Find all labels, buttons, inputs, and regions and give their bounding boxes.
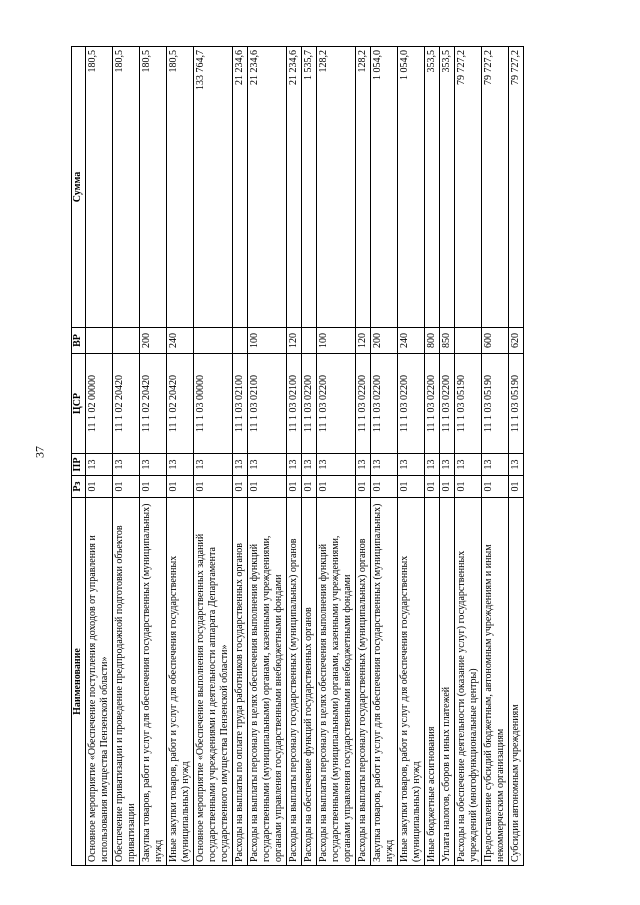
cell-sum: 79 727,2 [482, 47, 509, 328]
cell-vr [455, 328, 482, 354]
cell-pr: 13 [425, 454, 440, 476]
cell-csr: 11 1 02 20420 [167, 354, 194, 454]
table-header-row [72, 47, 86, 866]
cell-rz: 01 [194, 476, 233, 498]
cell-csr: 11 1 03 02200 [398, 354, 425, 454]
cell-rz: 01 [233, 476, 248, 498]
cell-vr: 120 [287, 328, 302, 354]
cell-sum: 180,5 [140, 47, 167, 328]
cell-sum: 180,5 [113, 47, 140, 328]
cell-vr: 120 [356, 328, 371, 354]
cell-vr: 100 [248, 328, 287, 354]
cell-csr: 11 1 02 20420 [113, 354, 140, 454]
cell-vr [302, 328, 317, 354]
table-row [425, 47, 440, 866]
cell-pr: 13 [194, 454, 233, 476]
cell-sum: 133 764,7 [194, 47, 233, 328]
cell-name: Расходы на обеспечение функций государственных органов [302, 498, 317, 866]
cell-pr: 13 [371, 454, 398, 476]
cell-rz: 01 [167, 476, 194, 498]
table-row [356, 47, 371, 866]
cell-name: Субсидии автономным учреждениям [509, 498, 524, 866]
cell-sum: 21 234,6 [287, 47, 302, 328]
cell-rz: 01 [425, 476, 440, 498]
header-vr: ВР [72, 328, 86, 354]
cell-vr: 800 [425, 328, 440, 354]
cell-name: Закупка товаров, работ и услуг для обеспечения государственных (муниципальных) нужд [371, 498, 398, 866]
cell-name: Расходы на выплаты по оплате труда работников государственных органов [233, 498, 248, 866]
cell-pr: 13 [140, 454, 167, 476]
cell-name: Основное мероприятие «Обеспечение выполнения государственных заданий государственными учреждениями и деятельности аппарата Департамента государственного имущества Пензенской области» [194, 498, 233, 866]
cell-name: Расходы на выплаты персоналу в целях обеспечения выполнения функций государственными (муниципальными) органами, казенными учреждениями, органами управления государственными внебюджетными фондами [317, 498, 356, 866]
cell-pr: 13 [482, 454, 509, 476]
cell-vr [113, 328, 140, 354]
table-row [167, 47, 194, 866]
cell-rz: 01 [317, 476, 356, 498]
cell-csr: 11 1 03 02200 [302, 354, 317, 454]
cell-vr: 240 [398, 328, 425, 354]
cell-sum: 353,5 [440, 47, 455, 328]
cell-sum: 180,5 [167, 47, 194, 328]
table-row [398, 47, 425, 866]
header-pr: ПР [72, 454, 86, 476]
cell-vr [194, 328, 233, 354]
table-row [113, 47, 140, 866]
cell-sum: 1 054,0 [371, 47, 398, 328]
cell-rz: 01 [248, 476, 287, 498]
table-row [371, 47, 398, 866]
cell-sum: 353,5 [425, 47, 440, 328]
cell-name: Обеспечение приватизации и проведение предпродажной подготовки объектов приватизации [113, 498, 140, 866]
table-row [440, 47, 455, 866]
cell-name: Иные закупки товаров, работ и услуг для обеспечения государственных (муниципальных) нужд [398, 498, 425, 866]
cell-csr: 11 1 03 02200 [356, 354, 371, 454]
cell-pr: 13 [440, 454, 455, 476]
cell-rz: 01 [509, 476, 524, 498]
cell-pr: 13 [248, 454, 287, 476]
cell-rz: 01 [113, 476, 140, 498]
cell-pr: 13 [167, 454, 194, 476]
cell-vr: 100 [317, 328, 356, 354]
table-row [509, 47, 524, 866]
cell-name: Уплата налогов, сборов и иных платежей [440, 498, 455, 866]
cell-csr: 11 1 03 05190 [482, 354, 509, 454]
cell-sum: 128,2 [317, 47, 356, 328]
table-row [248, 47, 287, 866]
cell-rz: 01 [86, 476, 113, 498]
cell-vr [86, 328, 113, 354]
cell-name: Расходы на выплаты персоналу государственных (муниципальных) органов [356, 498, 371, 866]
cell-csr: 11 1 03 00000 [194, 354, 233, 454]
cell-pr: 13 [317, 454, 356, 476]
cell-pr: 13 [398, 454, 425, 476]
cell-pr: 13 [509, 454, 524, 476]
cell-csr: 11 1 03 05190 [455, 354, 482, 454]
cell-name: Предоставление субсидий бюджетным, автономным учреждениям и иным некоммерческим организациям [482, 498, 509, 866]
cell-csr: 11 1 03 02100 [287, 354, 302, 454]
cell-pr: 13 [233, 454, 248, 476]
cell-name: Иные закупки товаров, работ и услуг для обеспечения государственных (муниципальных) нужд [167, 498, 194, 866]
cell-csr: 11 1 02 00000 [86, 354, 113, 454]
cell-name: Расходы на выплаты персоналу в целях обеспечения выполнения функций государственными (муниципальными) органами, казенными учреждениями, органами управления государственными внебюджетными фондами [248, 498, 287, 866]
cell-sum: 79 727,2 [455, 47, 482, 328]
cell-rz: 01 [371, 476, 398, 498]
cell-rz: 01 [140, 476, 167, 498]
cell-name: Закупка товаров, работ и услуг для обеспечения государственных (муниципальных) нужд [140, 498, 167, 866]
cell-sum: 1 535,7 [302, 47, 317, 328]
table-row [317, 47, 356, 866]
cell-sum: 180,5 [86, 47, 113, 328]
cell-csr: 11 1 03 05190 [509, 354, 524, 454]
table-row [302, 47, 317, 866]
cell-rz: 01 [302, 476, 317, 498]
cell-vr: 240 [167, 328, 194, 354]
cell-csr: 11 1 03 02200 [425, 354, 440, 454]
cell-sum: 79 727,2 [509, 47, 524, 328]
table-row [194, 47, 233, 866]
cell-name: Расходы на обеспечение деятельности (оказание услуг) государственных учреждений (многофункциональные центры) [455, 498, 482, 866]
cell-pr: 13 [356, 454, 371, 476]
cell-rz: 01 [482, 476, 509, 498]
cell-pr: 13 [287, 454, 302, 476]
table-row [455, 47, 482, 866]
cell-vr: 850 [440, 328, 455, 354]
cell-rz: 01 [455, 476, 482, 498]
cell-pr: 13 [86, 454, 113, 476]
cell-pr: 13 [455, 454, 482, 476]
cell-pr: 13 [113, 454, 140, 476]
rotated-page-content [71, 46, 577, 866]
cell-csr: 11 1 03 02200 [317, 354, 356, 454]
cell-name: Основное мероприятие «Обеспечение поступления доходов от управления и использования имущества Пензенской области» [86, 498, 113, 866]
table-row [140, 47, 167, 866]
table-row [482, 47, 509, 866]
cell-rz: 01 [440, 476, 455, 498]
cell-pr: 13 [302, 454, 317, 476]
cell-rz: 01 [287, 476, 302, 498]
table-body [86, 47, 524, 866]
cell-vr: 200 [140, 328, 167, 354]
cell-vr: 200 [371, 328, 398, 354]
cell-csr: 11 1 03 02200 [440, 354, 455, 454]
cell-vr [233, 328, 248, 354]
table-row [233, 47, 248, 866]
page-number: 37 [32, 446, 47, 458]
cell-sum: 128,2 [356, 47, 371, 328]
budget-table [71, 46, 524, 866]
cell-sum: 21 234,6 [248, 47, 287, 328]
table-row [287, 47, 302, 866]
header-csr: ЦСР [72, 354, 86, 454]
cell-csr: 11 1 02 20420 [140, 354, 167, 454]
cell-vr: 600 [482, 328, 509, 354]
header-rz: Рз [72, 476, 86, 498]
table-row [86, 47, 113, 866]
header-name: Наименование [72, 498, 86, 866]
cell-name: Расходы на выплаты персоналу государственных (муниципальных) органов [287, 498, 302, 866]
header-sum: Сумма [72, 47, 86, 328]
cell-rz: 01 [356, 476, 371, 498]
cell-name: Иные бюджетные ассигнования [425, 498, 440, 866]
cell-sum: 21 234,6 [233, 47, 248, 328]
cell-sum: 1 054,0 [398, 47, 425, 328]
cell-csr: 11 1 03 02100 [248, 354, 287, 454]
cell-vr: 620 [509, 328, 524, 354]
cell-csr: 11 1 03 02100 [233, 354, 248, 454]
cell-csr: 11 1 03 02200 [371, 354, 398, 454]
cell-rz: 01 [398, 476, 425, 498]
